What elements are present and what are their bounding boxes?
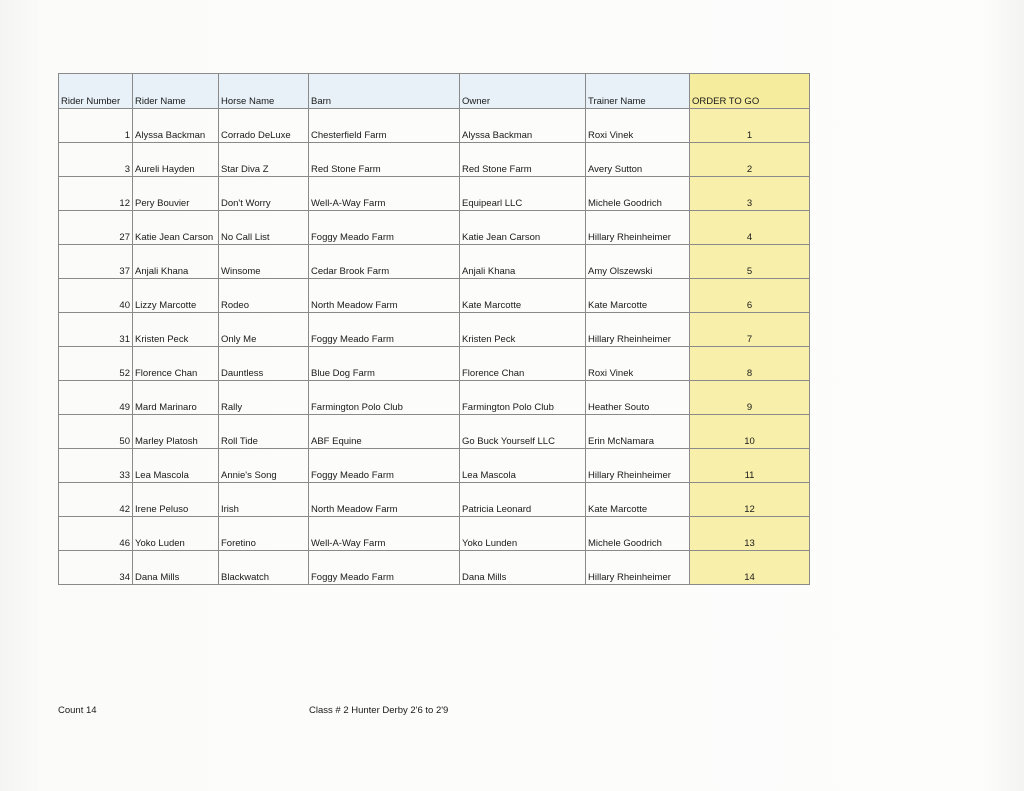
cell-barn: Foggy Meado Farm [309,551,460,585]
cell-rider-number: 40 [59,279,133,313]
table-row [59,109,810,143]
header-rider-name: Rider Name [133,74,219,109]
table-row [59,279,810,313]
cell-owner: Yoko Lunden [460,517,586,551]
table-row [59,551,810,585]
table-row [59,483,810,517]
cell-horse-name: Only Me [219,313,309,347]
cell-trainer-name: Hillary Rheinheimer [586,449,690,483]
cell-owner: Florence Chan [460,347,586,381]
cell-trainer-name: Heather Souto [586,381,690,415]
cell-rider-number: 34 [59,551,133,585]
cell-horse-name: Don't Worry [219,177,309,211]
cell-horse-name: Star Diva Z [219,143,309,177]
table-body [59,109,810,585]
cell-rider-number: 37 [59,245,133,279]
cell-rider-name: Anjali Khana [133,245,219,279]
cell-trainer-name: Hillary Rheinheimer [586,313,690,347]
cell-trainer-name: Hillary Rheinheimer [586,211,690,245]
cell-trainer-name: Michele Goodrich [586,517,690,551]
table-row [59,449,810,483]
cell-order-to-go: 7 [690,313,810,347]
cell-owner: Lea Mascola [460,449,586,483]
header-rider-number: Rider Number [59,74,133,109]
cell-rider-number: 50 [59,415,133,449]
cell-rider-name: Katie Jean Carson [133,211,219,245]
cell-trainer-name: Hillary Rheinheimer [586,551,690,585]
cell-rider-number: 31 [59,313,133,347]
table-row [59,347,810,381]
cell-horse-name: No Call List [219,211,309,245]
cell-owner: Katie Jean Carson [460,211,586,245]
cell-rider-name: Yoko Luden [133,517,219,551]
cell-barn: Blue Dog Farm [309,347,460,381]
cell-order-to-go: 14 [690,551,810,585]
cell-horse-name: Roll Tide [219,415,309,449]
cell-owner: Patricia Leonard [460,483,586,517]
entry-count: Count 14 [58,705,97,716]
cell-order-to-go: 11 [690,449,810,483]
cell-horse-name: Winsome [219,245,309,279]
table-header [59,74,810,109]
cell-barn: ABF Equine [309,415,460,449]
cell-barn: Foggy Meado Farm [309,313,460,347]
cell-trainer-name: Avery Sutton [586,143,690,177]
cell-barn: Farmington Polo Club [309,381,460,415]
cell-order-to-go: 12 [690,483,810,517]
cell-order-to-go: 3 [690,177,810,211]
cell-rider-number: 1 [59,109,133,143]
cell-rider-name: Florence Chan [133,347,219,381]
cell-owner: Kate Marcotte [460,279,586,313]
cell-rider-name: Pery Bouvier [133,177,219,211]
cell-barn: Red Stone Farm [309,143,460,177]
table-row [59,143,810,177]
cell-rider-name: Lizzy Marcotte [133,279,219,313]
table-row [59,211,810,245]
header-owner: Owner [460,74,586,109]
cell-rider-name: Dana Mills [133,551,219,585]
cell-barn: Cedar Brook Farm [309,245,460,279]
cell-trainer-name: Roxi Vinek [586,347,690,381]
header-barn: Barn [309,74,460,109]
cell-owner: Equipearl LLC [460,177,586,211]
cell-order-to-go: 6 [690,279,810,313]
table-row [59,313,810,347]
cell-owner: Go Buck Yourself LLC [460,415,586,449]
cell-barn: Foggy Meado Farm [309,211,460,245]
table-row [59,415,810,449]
cell-rider-name: Mard Marinaro [133,381,219,415]
header-trainer-name: Trainer Name [586,74,690,109]
cell-trainer-name: Erin McNamara [586,415,690,449]
cell-owner: Dana Mills [460,551,586,585]
table-row [59,177,810,211]
cell-order-to-go: 4 [690,211,810,245]
header-order-to-go: ORDER TO GO [690,74,810,109]
cell-rider-number: 42 [59,483,133,517]
cell-owner: Kristen Peck [460,313,586,347]
cell-order-to-go: 5 [690,245,810,279]
cell-horse-name: Corrado DeLuxe [219,109,309,143]
cell-horse-name: Dauntless [219,347,309,381]
cell-barn: Chesterfield Farm [309,109,460,143]
cell-barn: Foggy Meado Farm [309,449,460,483]
cell-horse-name: Rodeo [219,279,309,313]
cell-horse-name: Blackwatch [219,551,309,585]
cell-rider-number: 3 [59,143,133,177]
cell-rider-name: Aureli Hayden [133,143,219,177]
cell-horse-name: Annie's Song [219,449,309,483]
cell-order-to-go: 8 [690,347,810,381]
table-row [59,517,810,551]
cell-rider-number: 46 [59,517,133,551]
cell-horse-name: Irish [219,483,309,517]
cell-rider-name: Marley Platosh [133,415,219,449]
table-row [59,381,810,415]
cell-owner: Farmington Polo Club [460,381,586,415]
cell-order-to-go: 9 [690,381,810,415]
cell-barn: North Meadow Farm [309,279,460,313]
cell-rider-name: Irene Peluso [133,483,219,517]
cell-rider-number: 52 [59,347,133,381]
cell-order-to-go: 13 [690,517,810,551]
cell-rider-name: Alyssa Backman [133,109,219,143]
cell-barn: Well-A-Way Farm [309,517,460,551]
header-horse-name: Horse Name [219,74,309,109]
cell-rider-number: 12 [59,177,133,211]
cell-trainer-name: Michele Goodrich [586,177,690,211]
cell-order-to-go: 2 [690,143,810,177]
cell-trainer-name: Kate Marcotte [586,483,690,517]
cell-owner: Anjali Khana [460,245,586,279]
cell-horse-name: Foretino [219,517,309,551]
cell-order-to-go: 10 [690,415,810,449]
cell-owner: Red Stone Farm [460,143,586,177]
cell-barn: North Meadow Farm [309,483,460,517]
class-label: Class # 2 Hunter Derby 2'6 to 2'9 [309,705,449,716]
cell-rider-number: 27 [59,211,133,245]
header-row [59,74,810,109]
cell-trainer-name: Kate Marcotte [586,279,690,313]
table-row [59,245,810,279]
cell-horse-name: Rally [219,381,309,415]
cell-rider-number: 49 [59,381,133,415]
cell-trainer-name: Roxi Vinek [586,109,690,143]
cell-barn: Well-A-Way Farm [309,177,460,211]
cell-order-to-go: 1 [690,109,810,143]
cell-rider-name: Kristen Peck [133,313,219,347]
cell-owner: Alyssa Backman [460,109,586,143]
order-of-go-table [58,73,810,585]
cell-rider-name: Lea Mascola [133,449,219,483]
cell-trainer-name: Amy Olszewski [586,245,690,279]
cell-rider-number: 33 [59,449,133,483]
